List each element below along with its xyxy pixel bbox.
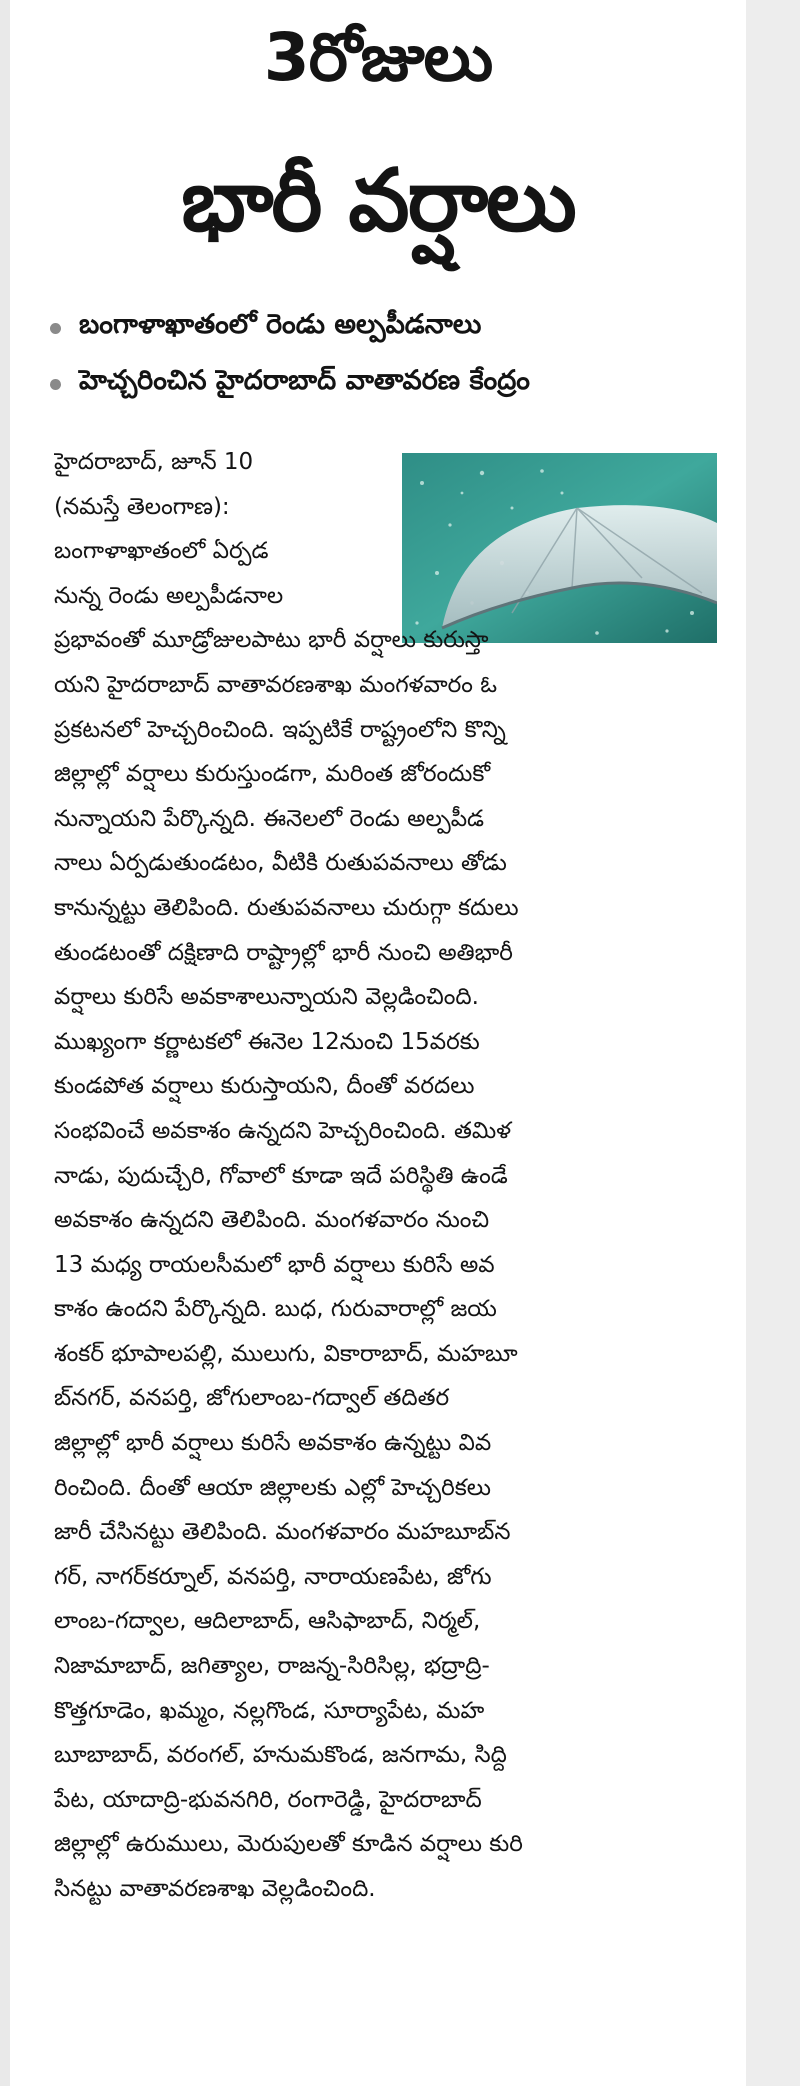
newspaper-clipping [10, 0, 746, 2086]
article-line-text: జిల్లాల్లో ఉరుములు, మెరుపులతో కూడిన వర్షాలు కురి [54, 1831, 523, 1858]
article-line-text: జారీ చేసినట్టు తెలిపింది. మంగళవారం మహబూబ్‌న [54, 1519, 511, 1546]
article-line-text: బ్‌నగర్, వనపర్తి, జోగులాంబ-గద్వాల్ తదితర [54, 1385, 450, 1412]
article-line [54, 1644, 718, 1689]
article-line-text: పేట, యాదాద్రి-భువనగిరి, రంగారెడ్డి, హైదరాబాద్ [54, 1786, 482, 1813]
article-line [54, 931, 718, 976]
article-line [54, 1778, 718, 1823]
bullet-icon [50, 379, 61, 390]
article-line [54, 1510, 718, 1555]
article-line [54, 708, 718, 753]
article-line-text: జిల్లాల్లో భారీ వర్షాలు కురిసే అవకాశం ఉన్నట్టు వివ [54, 1430, 492, 1457]
article-line-text: జిల్లాల్లో వర్షాలు కురుస్తుండగా, మరింత జోరందుకో [54, 761, 491, 788]
article-line [54, 618, 718, 663]
article-line-text: యని హైదరాబాద్ వాతావరణశాఖ మంగళవారం ఓ [54, 671, 498, 698]
article-line-text: నాడు, పుదుచ్చేరి, గోవాలో కూడా ఇదే పరిస్థితి ఉండే [54, 1162, 508, 1189]
article-line [54, 1332, 718, 1377]
article-line [54, 886, 718, 931]
article-line-text: ప్రకటనలో హెచ్చరించింది. ఇప్పటికే రాష్ట్రంలోని కొన్ని [54, 716, 506, 743]
subheadline-text: బంగాళాఖాతంలో రెండు అల్పపీడనాలు [79, 309, 482, 340]
page-margin [746, 0, 800, 2086]
article-line-text: నిజామాబాద్, జగిత్యాల, రాజన్న-సిరిసిల్ల, భద్రాద్రి- [54, 1653, 490, 1680]
article-line-text: గర్, నాగర్‌కర్నూల్, వనపర్తి, నారాయణపేట, జోగు [54, 1563, 492, 1590]
article-line-text: నున్నాయని పేర్కొన్నది. ఈనెలలో రెండు అల్పపీడ [54, 805, 485, 832]
article-line [54, 752, 718, 797]
subheadline-list [50, 300, 740, 412]
article-line-text: వర్షాలు కురిసే అవకాశాలున్నాయని వెల్లడించింది. [54, 984, 479, 1011]
article-line [54, 485, 386, 530]
article-line-text: లాంబ-గద్వాల, ఆదిలాబాద్, ఆసిఫాబాద్, నిర్మల్, [54, 1608, 481, 1635]
article-line [54, 440, 386, 485]
subheadline-item [50, 300, 740, 356]
article-line [54, 797, 718, 842]
article-line [54, 1689, 718, 1734]
article-line-text: ముఖ్యంగా కర్ణాటకలో ఈనెల 12నుంచి 15వరకు [54, 1028, 480, 1055]
article-line [54, 529, 386, 574]
article-line [54, 1466, 718, 1511]
article-line-text: నున్న రెండు అల్పపీడనాల [54, 582, 284, 609]
article-line-text: నాలు ఏర్పడుతుండటం, వీటికి రుతుపవనాలు తోడు [54, 850, 507, 877]
article-line [54, 1198, 718, 1243]
article-line-text: సంభవించే అవకాశం ఉన్నదని హెచ్చరించింది. తమిళ [54, 1117, 512, 1144]
article-line-text: కానున్నట్టు తెలిపింది. రుతుపవనాలు చురుగ్గా కదులు [54, 894, 519, 921]
article-line [54, 663, 718, 708]
article-line-text: కాశం ఉందని పేర్కొన్నది. బుధ, గురువారాల్లో జయ [54, 1296, 497, 1323]
article-line [54, 1867, 718, 1912]
article-line [54, 1287, 718, 1332]
article-line-text: (నమస్తే తెలంగాణ): [54, 493, 230, 520]
article-line-text: హైదరాబాద్, జూన్ 10 [54, 449, 254, 475]
article-line-text: బంగాళాఖాతంలో ఏర్పడ [54, 538, 269, 565]
subheadline-item [50, 356, 740, 412]
article-line [54, 975, 718, 1020]
article-line-text: తుండటంతో దక్షిణాది రాష్ట్రాల్లో భారీ నుంచి అతిభారీ [54, 939, 513, 966]
article-line [54, 841, 718, 886]
bullet-icon [50, 323, 61, 334]
article-line [54, 1243, 718, 1288]
article-line [54, 1154, 718, 1199]
article-line [54, 1376, 718, 1421]
article-line [54, 1822, 718, 1867]
article-line-text: శంకర్ భూపాలపల్లి, ములుగు, వికారాబాద్, మహబూ [54, 1340, 518, 1367]
article-line-text: ప్రభావంతో మూడ్రోజులపాటు భారీ వర్షాలు కురుస్తా [54, 627, 489, 654]
article-line-text: బూబాబాద్, వరంగల్, హనుమకొండ, జనగామ, సిద్ది [54, 1742, 507, 1769]
article-line [54, 1555, 718, 1600]
article-line-text: సినట్టు వాతావరణశాఖ వెల్లడించింది. [54, 1876, 376, 1902]
article-line [54, 1733, 718, 1778]
article-line [54, 1020, 718, 1065]
article-line [54, 1109, 718, 1154]
headline-line-1: 3రోజులు [263, 19, 493, 96]
article-line [54, 574, 386, 619]
subheadline-text: హెచ్చరించిన హైదరాబాద్ వాతావరణ కేంద్రం [79, 365, 530, 396]
article-line-text: రించింది. దీంతో ఆయా జిల్లాలకు ఎల్లో హెచ్చరికలు [54, 1474, 492, 1501]
article-line [54, 1599, 718, 1644]
article-line-text: కొత్తగూడెం, ఖమ్మం, నల్లగొండ, సూర్యాపేట, మహ [54, 1697, 485, 1724]
article-line [54, 1421, 718, 1466]
headline-line-2: భారీ వర్షాలు [181, 151, 575, 251]
article-line-text: అవకాశం ఉన్నదని తెలిపింది. మంగళవారం నుంచి [54, 1207, 490, 1234]
article-line-text: 13 మధ్య రాయలసీమలో భారీ వర్షాలు కురిసే అవ [54, 1251, 495, 1278]
article-line [54, 1064, 718, 1109]
article-body [54, 440, 718, 1912]
article-line-text: కుండపోత వర్షాలు కురుస్తాయని, దీంతో వరదలు [54, 1073, 475, 1100]
